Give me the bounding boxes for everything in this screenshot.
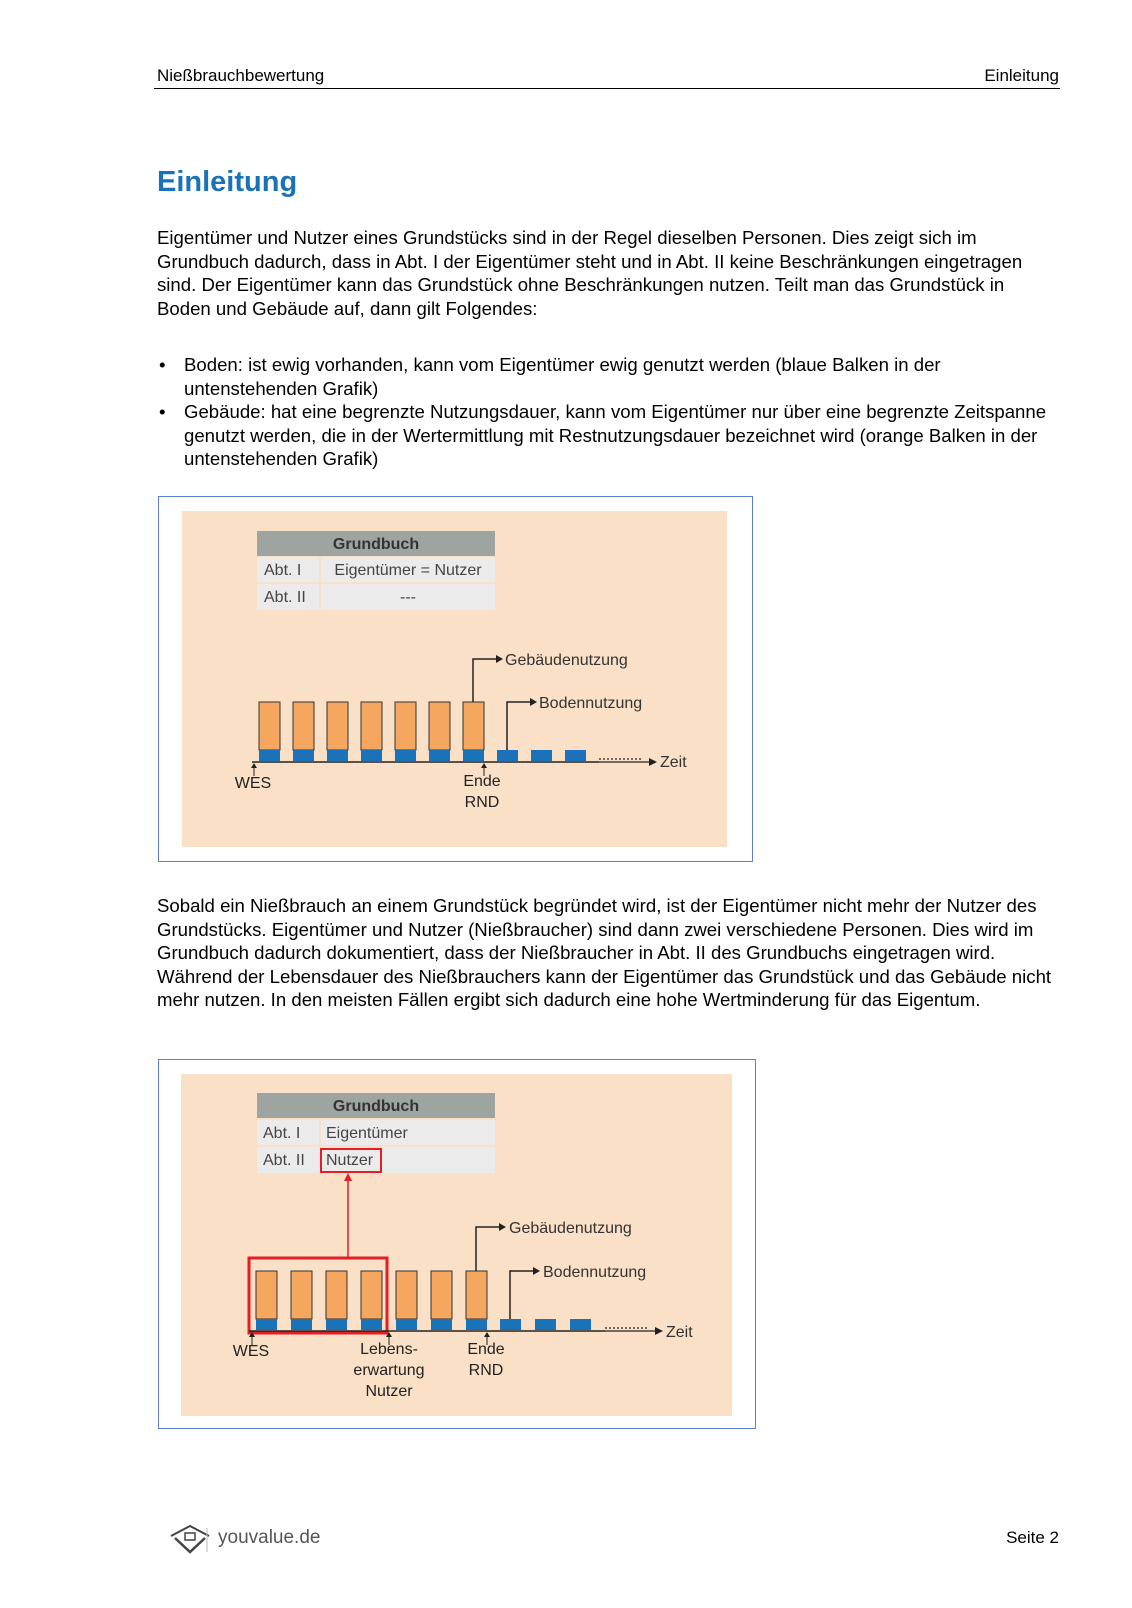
label-end-line1: Ende [467, 1341, 505, 1358]
building-bar [463, 702, 484, 750]
building-bar [396, 1271, 417, 1319]
bullet-item-boden: • Boden: ist ewig vorhanden, kann vom Eigentümer ewig genutzt werden (blaue Balken in der untenstehenden Grafik) [157, 353, 1062, 400]
label-start: WES [232, 1343, 270, 1360]
land-bar [431, 1319, 452, 1330]
land-bar [361, 750, 382, 761]
label-end-line1: Ende [463, 773, 501, 790]
label-life-line3: Nutzer [365, 1383, 413, 1400]
page-number: Seite 2 [1006, 1528, 1059, 1547]
land-bar [500, 1319, 521, 1330]
label-land-use: Bodennutzung [543, 1264, 647, 1281]
bullet-list [157, 353, 1062, 471]
table-row2-value: --- [400, 589, 416, 606]
page-title: Einleitung [157, 166, 298, 198]
land-bar [326, 1319, 347, 1330]
table-row2-label: Abt. II [264, 589, 306, 606]
label-building-use: Gebäudenutzung [505, 652, 628, 669]
bullet-item-gebaeude: • Gebäude: hat eine begrenzte Nutzungsdauer, kann vom Eigentümer nur über eine begrenzte Zeitspanne genutzt werden, die in der Wertermittlung mit Restnutzungsdauer bezeichnet wird (orange Balken in der untenstehenden Grafik) [157, 400, 1062, 471]
land-bar [361, 1319, 382, 1330]
land-bar [570, 1319, 591, 1330]
land-bar [535, 1319, 556, 1330]
land-bar [463, 750, 484, 761]
table-row1-value: Eigentümer [326, 1125, 408, 1142]
land-bar [395, 750, 416, 761]
land-bar [291, 1319, 312, 1330]
running-header-title: Nießbrauchbewertung [157, 66, 325, 85]
usufruct-paragraph: Sobald ein Nießbrauch an einem Grundstück begründet wird, ist der Eigentümer nicht mehr der Nutzer des Grundstücks. Eigentümer und Nutzer (Nießbraucher) sind dann zwei verschiedene Personen. Dies wird im Grundbuch dadurch dokumentiert, dass der Nießbraucher in Abt. II des Grundbuchs eingetragen wird. Während der Lebensdauer des Nießbrauchers kann der Eigentümer das Grundstück und das Gebäude nicht mehr nutzen. In den meisten Fällen ergibt sich dadurch eine hohe Wertminderung für das Eigentum. [157, 895, 1052, 1010]
building-bar [293, 702, 314, 750]
youvalue-logo-icon [169, 1524, 211, 1556]
land-bar [497, 750, 518, 761]
building-bars [259, 702, 484, 750]
label-life-line2: erwartung [353, 1362, 425, 1379]
land-bar [327, 750, 348, 761]
land-bar [259, 750, 280, 761]
building-bar [361, 1271, 382, 1319]
footer-brand: youvalue.de [218, 1527, 321, 1548]
building-bar [256, 1271, 277, 1319]
building-bar [466, 1271, 487, 1319]
header-rule [154, 88, 1060, 89]
figure-grundbuch-with-usufruct [158, 1059, 756, 1429]
table-row1-label: Abt. I [264, 562, 302, 579]
building-bar [429, 702, 450, 750]
building-bar [291, 1271, 312, 1319]
intro-paragraph: Eigentümer und Nutzer eines Grundstücks sind in der Regel dieselben Personen. Dies zeigt sich im Grundbuch dadurch, dass in Abt. I der Eigentümer steht und in Abt. II keine Beschränkungen eingetragen sind. Der Eigentümer kann das Grundstück ohne Beschränkungen nutzen. Teilt man das Grundstück in Boden und Gebäude auf, dann gilt Folgendes: [157, 227, 1023, 319]
building-bar [431, 1271, 452, 1319]
label-end-line2: RND [468, 1362, 504, 1379]
table-row1-label: Abt. I [263, 1125, 301, 1142]
table-row1-value: Eigentümer = Nutzer [334, 562, 482, 579]
land-bar [531, 750, 552, 761]
running-header-section: Einleitung [984, 66, 1059, 85]
land-bar [396, 1319, 417, 1330]
building-bar [259, 702, 280, 750]
building-bar [326, 1271, 347, 1319]
label-life-line1: Lebens- [360, 1341, 418, 1358]
label-end-line2: RND [464, 794, 500, 811]
label-time: Zeit [666, 1324, 693, 1341]
label-land-use: Bodennutzung [539, 695, 643, 712]
land-bar [293, 750, 314, 761]
building-bar [327, 702, 348, 750]
building-bars [256, 1271, 487, 1319]
building-bar [361, 702, 382, 750]
land-bar [565, 750, 586, 761]
building-bar [395, 702, 416, 750]
land-bar [256, 1319, 277, 1330]
figure-grundbuch-without-usufruct [158, 496, 753, 862]
table-row2-label: Abt. II [263, 1152, 305, 1169]
table-title: Grundbuch [332, 536, 420, 553]
table-row2-value: Nutzer [326, 1152, 374, 1169]
label-time: Zeit [660, 754, 687, 771]
land-bar [466, 1319, 487, 1330]
label-building-use: Gebäudenutzung [509, 1220, 632, 1237]
land-bar [429, 750, 450, 761]
table-title: Grundbuch [332, 1098, 420, 1115]
label-start: WES [234, 775, 272, 792]
